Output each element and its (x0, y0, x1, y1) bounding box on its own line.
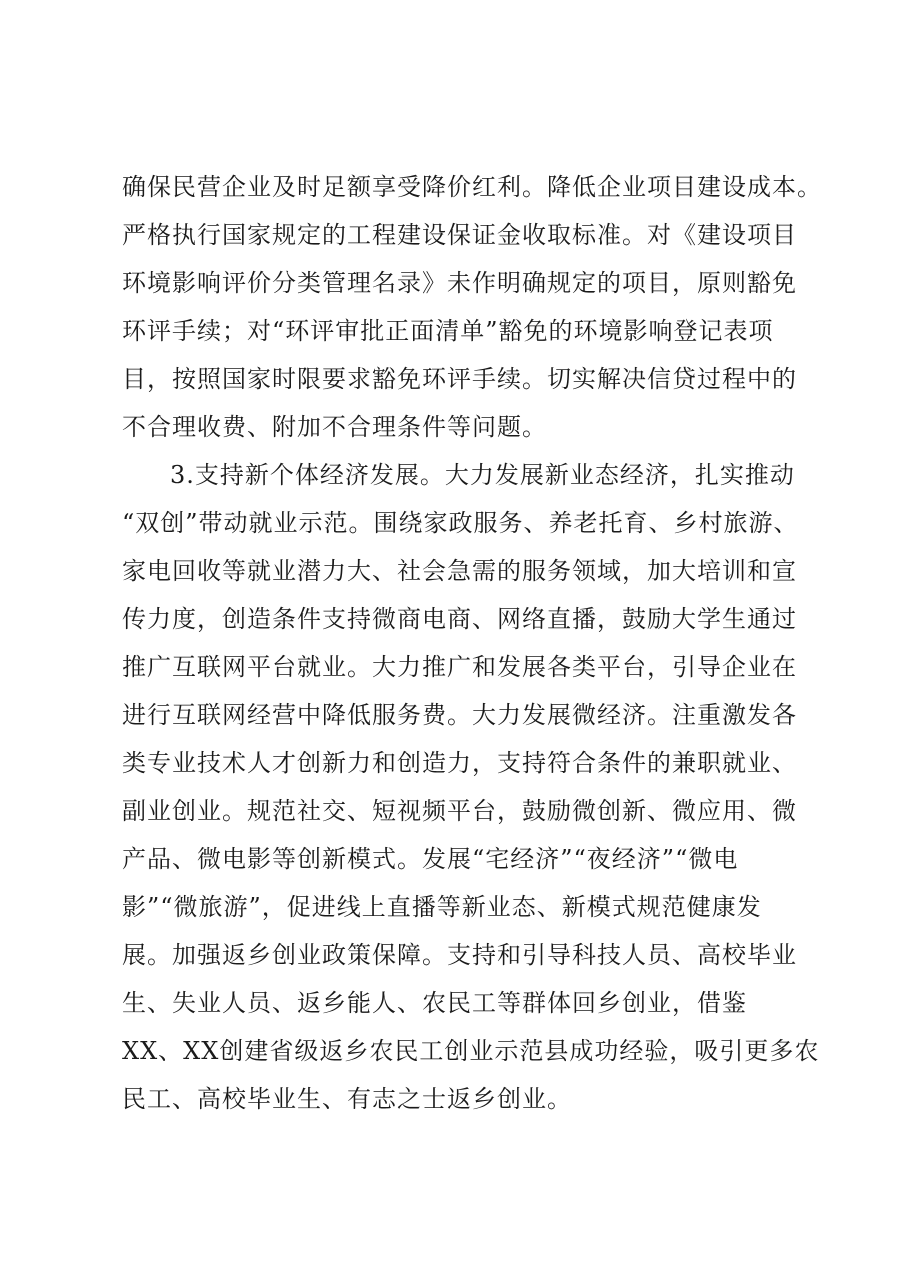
text-line: 确保民营企业及时足额享受降价红利。降低企业项目建设成本。 (122, 173, 822, 201)
text-line: 推广互联网平台就业。大力推广和发展各类平台，引导企业在 (122, 653, 797, 681)
text-line: 环评手续；对“环评审批正面清单”豁免的环境影响登记表项 (122, 317, 774, 345)
text-line: 家电回收等就业潜力大、社会急需的服务领域，加大培训和宣 (122, 557, 797, 585)
text-line: 不合理收费、附加不合理条件等问题。 (122, 413, 547, 441)
text-line: 展。加强返乡创业政策保障。支持和引导科技人员、高校毕业 (122, 941, 797, 969)
text-line: 民工、高校毕业生、有志之士返乡创业。 (122, 1085, 572, 1113)
text-line: 影”“微旅游”，促进线上直播等新业态、新模式规范健康发 (122, 893, 762, 921)
text-line: 生、失业人员、返乡能人、农民工等群体回乡创业，借鉴 (122, 989, 747, 1017)
text-line: XX、XX创建省级返乡农民工创业示范县成功经验，吸引更多农 (122, 1037, 820, 1065)
text-line: “双创”带动就业示范。围绕家政服务、养老托育、乡村旅游、 (122, 509, 799, 537)
text-line: 传力度，创造条件支持微商电商、网络直播，鼓励大学生通过 (122, 605, 797, 633)
text-line: 环境影响评价分类管理名录》未作明确规定的项目，原则豁免 (122, 269, 797, 297)
text-line: 产品、微电影等创新模式。发展“宅经济”“夜经济”“微电 (122, 845, 739, 873)
text-line: 3.支持新个体经济发展。大力发展新业态经济，扎实推动 (170, 461, 795, 489)
text-line: 类专业技术人才创新力和创造力，支持符合条件的兼职就业、 (122, 749, 797, 777)
text-line: 目，按照国家时限要求豁免环评手续。切实解决信贷过程中的 (122, 365, 797, 393)
text-line: 严格执行国家规定的工程建设保证金收取标准。对《建设项目 (122, 221, 797, 249)
text-line: 副业创业。规范社交、短视频平台，鼓励微创新、微应用、微 (122, 797, 797, 825)
text-line: 进行互联网经营中降低服务费。大力发展微经济。注重激发各 (122, 701, 797, 729)
